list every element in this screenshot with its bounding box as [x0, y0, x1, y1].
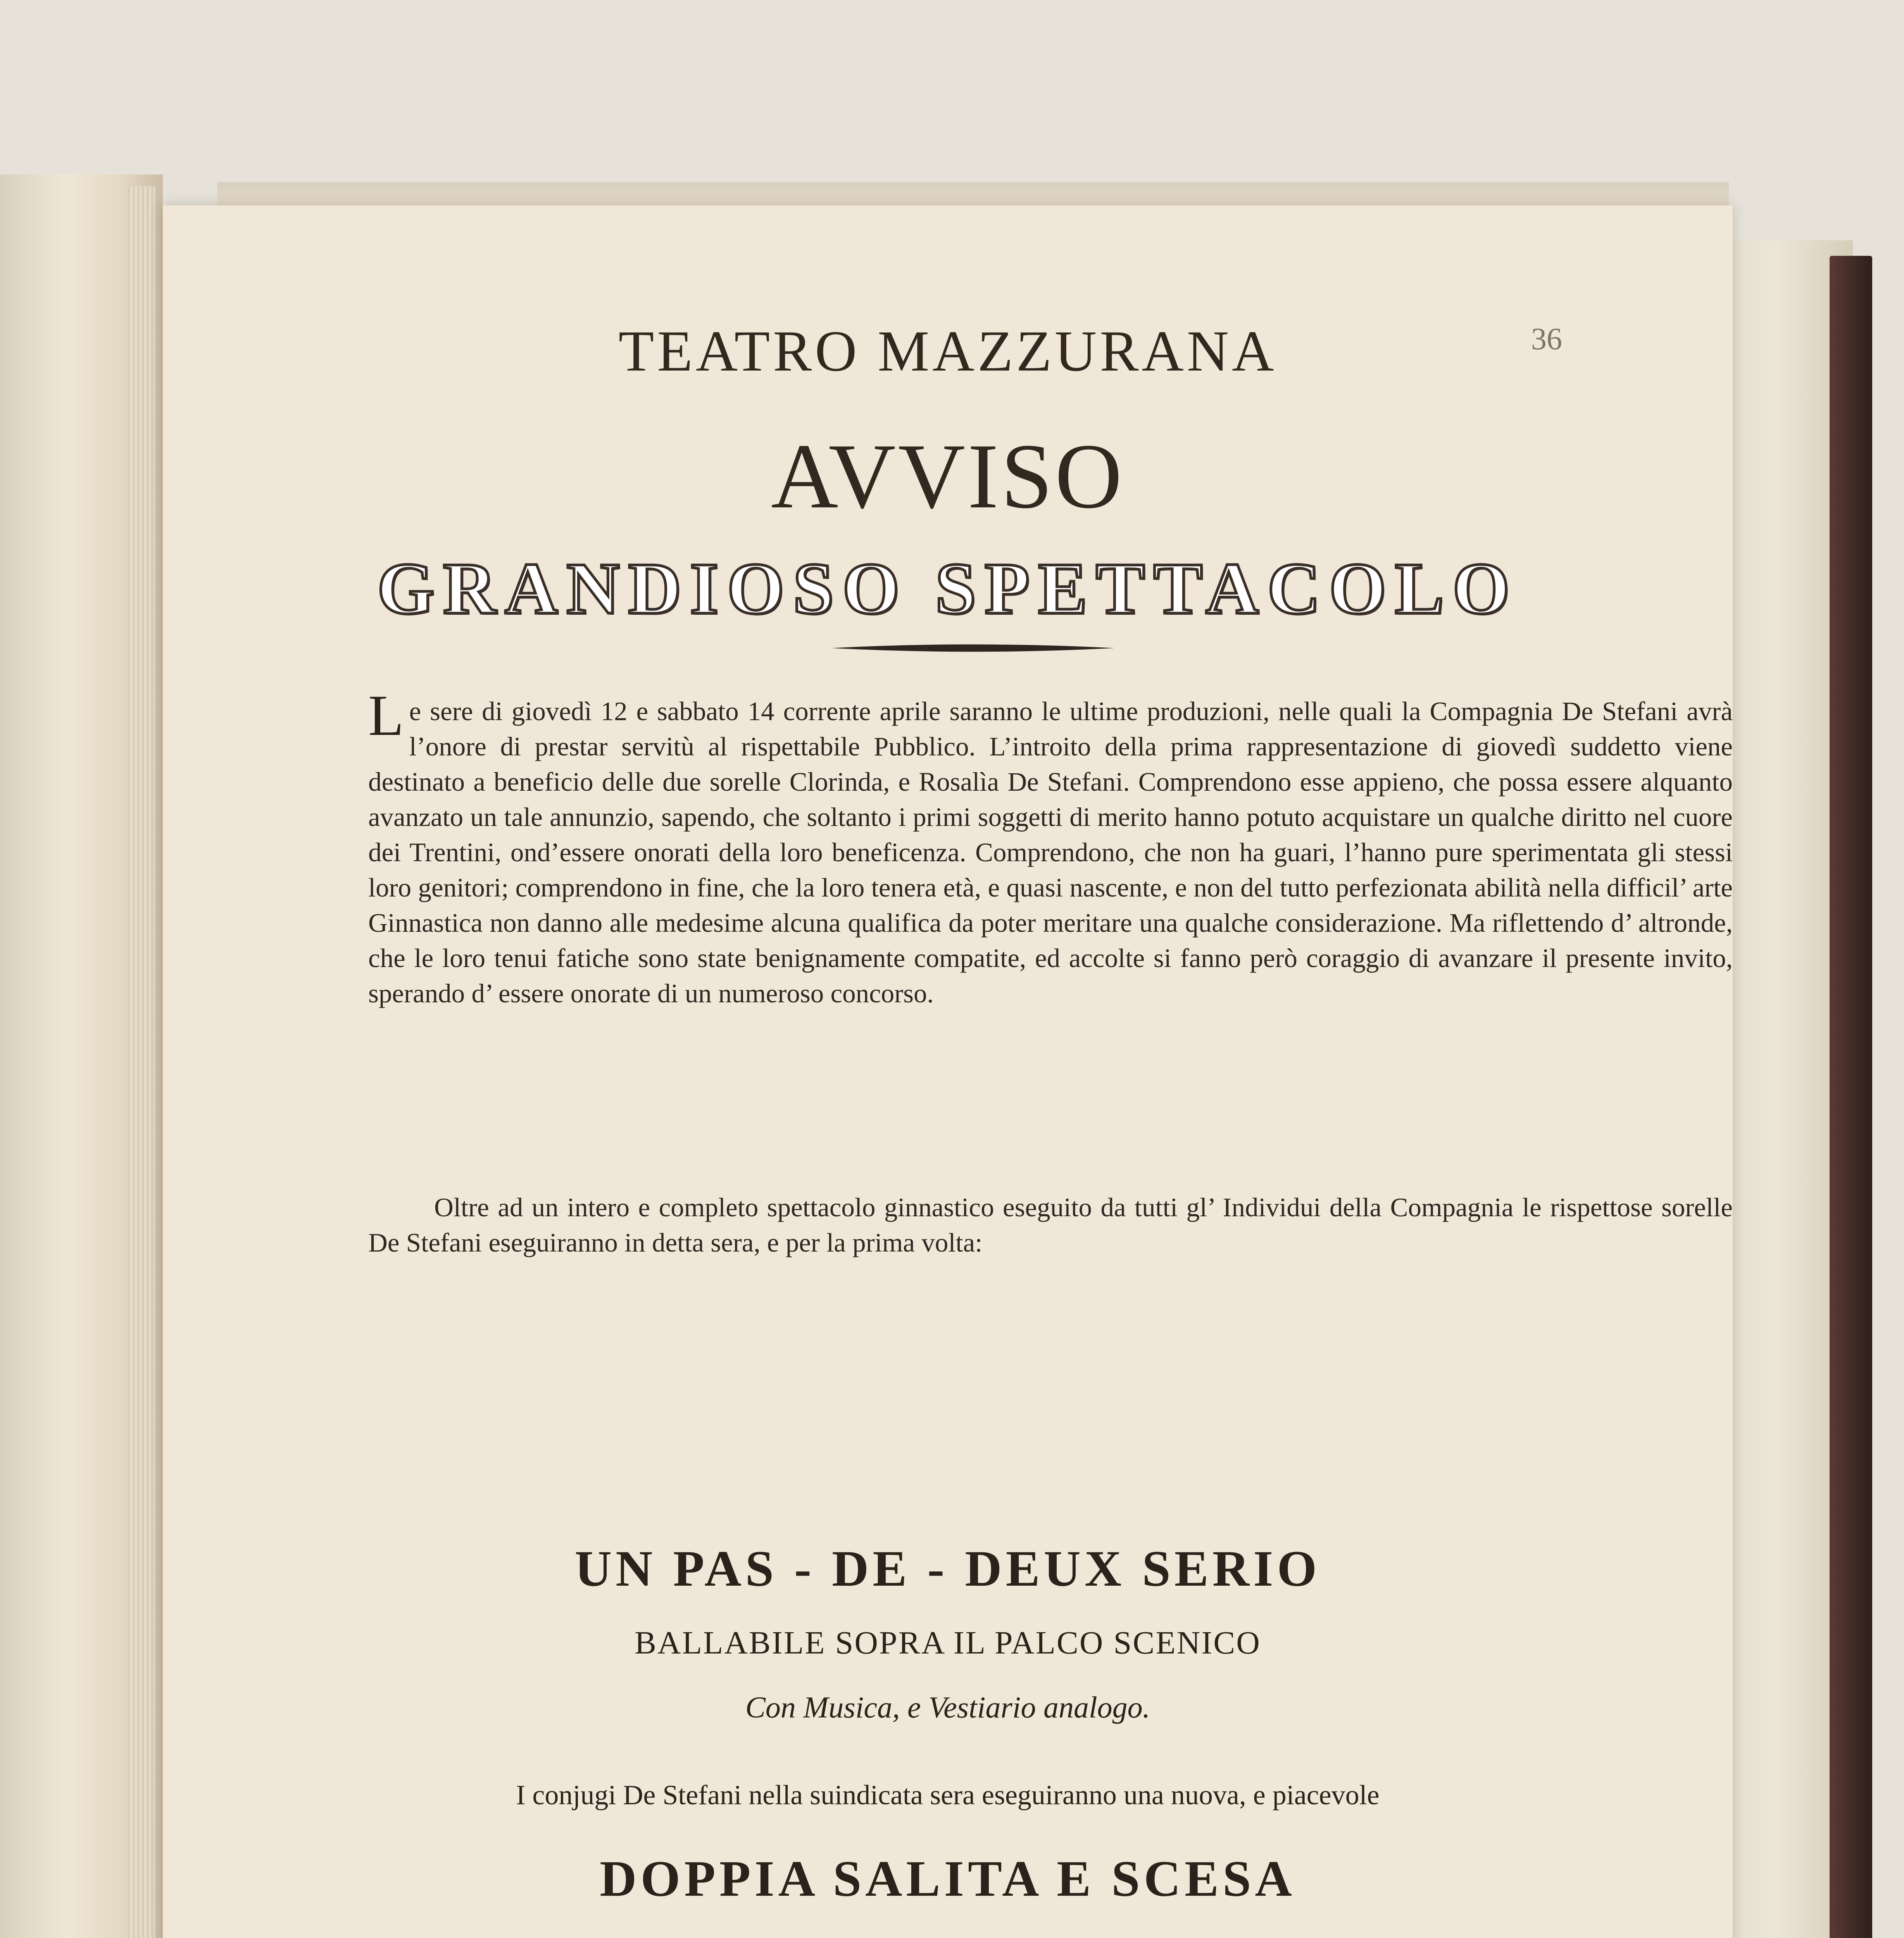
program-paragraph: Oltre ad un intero e completo spettacolo ginnastico eseguito da tutti gl’ Individui della Compagnia le rispettose sorelle De Stefani eseguiranno in detta sera, e per la prima volta: [368, 1193, 1733, 1257]
ornamental-rule [830, 641, 1116, 655]
venue-title: TEATRO MAZZURANA [618, 319, 1277, 383]
subtitle: GRANDIOSO SPETTACOLO [377, 548, 1518, 629]
act1-title: UN PAS - DE - DEUX SERIO [574, 1540, 1321, 1597]
act1-note: Con Musica, e Vestiario analogo. [745, 1690, 1150, 1724]
poster-page [163, 205, 1733, 1938]
main-title: AVVISO [771, 424, 1124, 528]
intro-paragraph [368, 683, 1733, 1011]
act2-title: DOPPIA SALITA E SCESA [600, 1850, 1296, 1907]
intro-paragraph-text: e sere di giovedì 12 e sabbato 14 corrente aprile saranno le ultime produzioni, nelle quali la Compagnia De Stefani avrà l’onore di prestar servitù al rispettabile Pubblico. L’introito della prima rappresentazione di giovedì suddetto viene destinato a beneficio delle due sorelle Clorinda, e Rosalìa De Stefani. Comprendono esse appieno, che possa essere alquanto avanzato un tale annunzio, sapendo, che soltanto i primi soggetti di merito hanno potuto acquistare un qualche diritto nel cuore dei Trentini, ond’essere onorati della loro beneficenza. Comprendono, che non ha guari, l’hanno pure sperimentata gli stessi loro genitori; comprendono in fine, che la loro tenera età, e quasi nascente, e non del tutto perfezionata abilità nella difficil’ arte Ginnastica non danno alle medesime alcuna qualifica da poter meritare una qualche considerazione. Ma riflettendo d’ altronde, che le loro tenui fatiche sono state benignamente compatite, ed accolte si fanno però coraggio di avanzare il presente invito, sperando d’ essere onorate di un numeroso concorso. [368, 697, 1733, 1008]
book-cover [1830, 256, 1872, 1938]
act2-intro: I conjugi De Stefani nella suindicata sera eseguiranno una nuova, e piacevole [516, 1779, 1380, 1810]
drop-cap: L [368, 683, 404, 748]
left-page-edges [128, 186, 155, 1938]
act1-subtitle: BALLABILE SOPRA IL PALCO SCENICO [635, 1625, 1261, 1661]
page-number: 36 [1531, 322, 1562, 356]
